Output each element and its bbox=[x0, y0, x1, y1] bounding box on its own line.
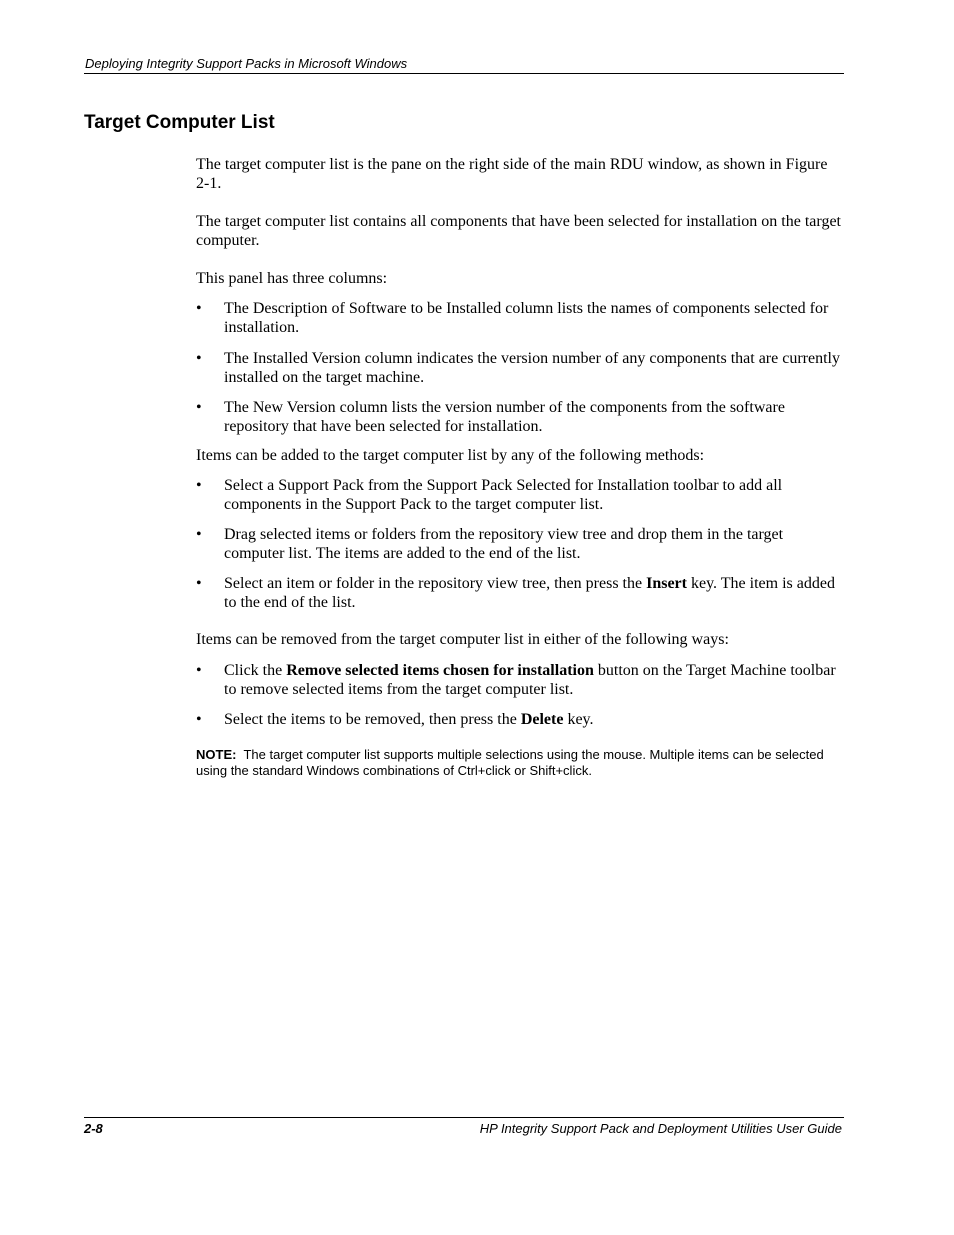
section-title: Target Computer List bbox=[84, 112, 275, 133]
bullet-icon: • bbox=[196, 477, 202, 494]
insert-key: Insert bbox=[646, 575, 687, 592]
list-item bbox=[196, 476, 844, 514]
bullet-icon: • bbox=[196, 575, 202, 592]
note-label: NOTE: bbox=[196, 747, 237, 762]
bullet-icon: • bbox=[196, 526, 202, 543]
note bbox=[196, 747, 844, 779]
footer-guide-title: HP Integrity Support Pack and Deployment Utilities User Guide bbox=[479, 1121, 842, 1136]
paragraph-columns-intro: This panel has three columns: bbox=[196, 270, 388, 287]
list-item bbox=[196, 525, 844, 563]
add-methods-list bbox=[196, 476, 844, 612]
list-item bbox=[196, 710, 844, 729]
paragraph-intro: The target computer list is the pane on the right side of the main RDU window, as shown in Figure 2-1. bbox=[196, 156, 828, 192]
body-content bbox=[196, 155, 844, 779]
remove-methods-list bbox=[196, 661, 844, 729]
bullet-icon: • bbox=[196, 300, 202, 317]
paragraph-remove-intro: Items can be removed from the target computer list in either of the following ways: bbox=[196, 631, 729, 648]
columns-list bbox=[196, 299, 844, 436]
list-item bbox=[196, 349, 844, 387]
list-item bbox=[196, 574, 844, 612]
bullet-icon: • bbox=[196, 662, 202, 679]
page-number: 2-8 bbox=[84, 1121, 103, 1136]
paragraph-contents: The target computer list contains all components that have been selected for installation on the target computer. bbox=[196, 213, 841, 249]
list-item-text: Select a Support Pack from the Support Pack Selected for Installation toolbar to add all components in the Support Pack to the target computer list. bbox=[224, 477, 783, 513]
list-item-text: Select the items to be removed, then press the Delete key. bbox=[224, 711, 594, 728]
header-rule bbox=[84, 73, 844, 74]
bullet-icon: • bbox=[196, 399, 202, 416]
bullet-icon: • bbox=[196, 350, 202, 367]
list-item-text: Select an item or folder in the repository view tree, then press the Insert key. The item is added to the end of the list. bbox=[224, 575, 835, 611]
footer-rule bbox=[84, 1117, 844, 1118]
delete-key: Delete bbox=[520, 711, 564, 728]
list-item-text: Click the Remove selected items chosen for installation button on the Target Machine toolbar to remove selected items from the target computer list. bbox=[224, 662, 836, 698]
list-item bbox=[196, 661, 844, 699]
note-text: The target computer list supports multiple selections using the mouse. Multiple items can be selected using the standard Windows combinations of Ctrl+click or Shift+click. bbox=[196, 747, 824, 778]
list-item-text: Drag selected items or folders from the repository view tree and drop them in the target computer list. The items are added to the end of the list. bbox=[224, 526, 784, 562]
paragraph-add-intro: Items can be added to the target computer list by any of the following methods: bbox=[196, 447, 705, 464]
remove-button-name: Remove selected items chosen for installation bbox=[286, 662, 594, 679]
list-item bbox=[196, 299, 844, 337]
list-item bbox=[196, 398, 844, 436]
list-item-text: The Description of Software to be Installed column lists the names of components selected for installation. bbox=[224, 300, 829, 336]
list-item-text: The Installed Version column indicates the version number of any components that are currently installed on the target machine. bbox=[224, 350, 840, 386]
bullet-icon: • bbox=[196, 711, 202, 728]
running-header: Deploying Integrity Support Packs in Microsoft Windows bbox=[85, 56, 408, 71]
list-item-text: The New Version column lists the version number of the components from the software repository that have been selected for installation. bbox=[224, 399, 785, 435]
